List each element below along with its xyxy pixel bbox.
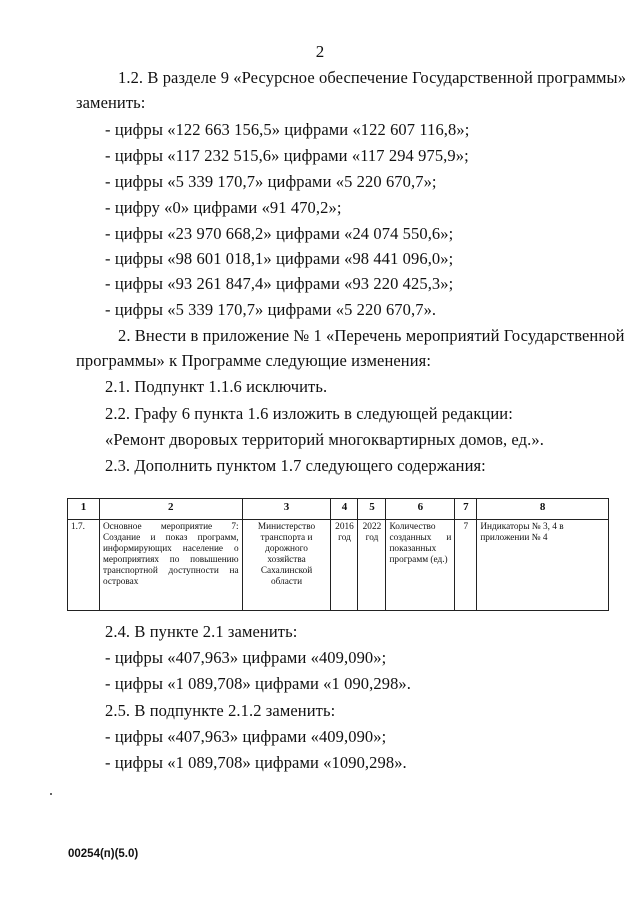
list-item: - цифры «122 663 156,5» цифрами «122 607 116,8»;	[105, 120, 470, 139]
list-item: - цифры «407,963» цифрами «409,090»;	[105, 727, 387, 746]
paragraph-2-cont: программы» к Программе следующие изменения:	[76, 351, 432, 370]
list-item: - цифры «5 339 170,7» цифрами «5 220 670,7».	[105, 300, 437, 319]
paragraph-2-4: 2.4. В пункте 2.1 заменить:	[105, 622, 298, 641]
column-header: 1	[68, 499, 100, 520]
list-item: - цифры «1 089,708» цифрами «1090,298».	[105, 753, 407, 772]
column-header: 3	[242, 499, 331, 520]
cell-result: Количество созданных и показанных программ (ед.)	[386, 520, 455, 611]
cell-start-year: 2016 год	[331, 520, 358, 611]
column-header: 7	[455, 499, 477, 520]
list-item: - цифры «98 601 018,1» цифрами «98 441 096,0»;	[105, 249, 454, 268]
cell-indicators: Индикаторы № 3, 4 в приложении № 4	[477, 520, 609, 611]
column-header: 6	[386, 499, 455, 520]
list-item: - цифры «407,963» цифрами «409,090»;	[105, 648, 387, 667]
table-header-row	[68, 499, 609, 520]
page-number: 2	[315, 42, 325, 61]
document-code: 00254(п)(5.0)	[68, 848, 139, 860]
scan-dot	[50, 793, 52, 795]
paragraph-2-5: 2.5. В подпункте 2.1.2 заменить:	[105, 701, 336, 720]
column-header: 8	[477, 499, 609, 520]
cell-number: 1.7.	[68, 520, 100, 611]
list-item: - цифры «93 261 847,4» цифрами «93 220 425,3»;	[105, 274, 454, 293]
paragraph-2: 2. Внести в приложение № 1 «Перечень мероприятий Государственной	[118, 326, 625, 345]
list-item: - цифры «5 339 170,7» цифрами «5 220 670,7»;	[105, 172, 437, 191]
list-item: - цифру «0» цифрами «91 470,2»;	[105, 198, 342, 217]
paragraph-2-3: 2.3. Дополнить пунктом 1.7 следующего содержания:	[105, 456, 486, 475]
cell-end-year: 2022 год	[358, 520, 386, 611]
column-header: 5	[358, 499, 386, 520]
column-header: 2	[99, 499, 242, 520]
paragraph-1-2-cont: заменить:	[76, 93, 146, 112]
cell-col7: 7	[455, 520, 477, 611]
list-item: - цифры «1 089,708» цифрами «1 090,298».	[105, 674, 412, 693]
measures-table	[67, 498, 609, 611]
cell-executor: Министерство транспорта и дорожного хозяйства Сахалинской области	[242, 520, 331, 611]
paragraph-2-2-quote: «Ремонт дворовых территорий многоквартирных домов, ед.».	[105, 430, 544, 449]
paragraph-1-2: 1.2. В разделе 9 «Ресурсное обеспечение Государственной программы»	[118, 68, 627, 87]
list-item: - цифры «117 232 515,6» цифрами «117 294 975,9»;	[105, 146, 469, 165]
column-header: 4	[331, 499, 358, 520]
paragraph-2-2: 2.2. Графу 6 пункта 1.6 изложить в следующей редакции:	[105, 404, 513, 423]
table-row	[68, 520, 609, 611]
paragraph-2-1: 2.1. Подпункт 1.1.6 исключить.	[105, 377, 328, 396]
cell-measure: Основное мероприятие 7: Создание и показ программ, информирующих население о мероприятиях по повышению транспортной доступности на островах	[99, 520, 242, 611]
list-item: - цифры «23 970 668,2» цифрами «24 074 550,6»;	[105, 224, 454, 243]
